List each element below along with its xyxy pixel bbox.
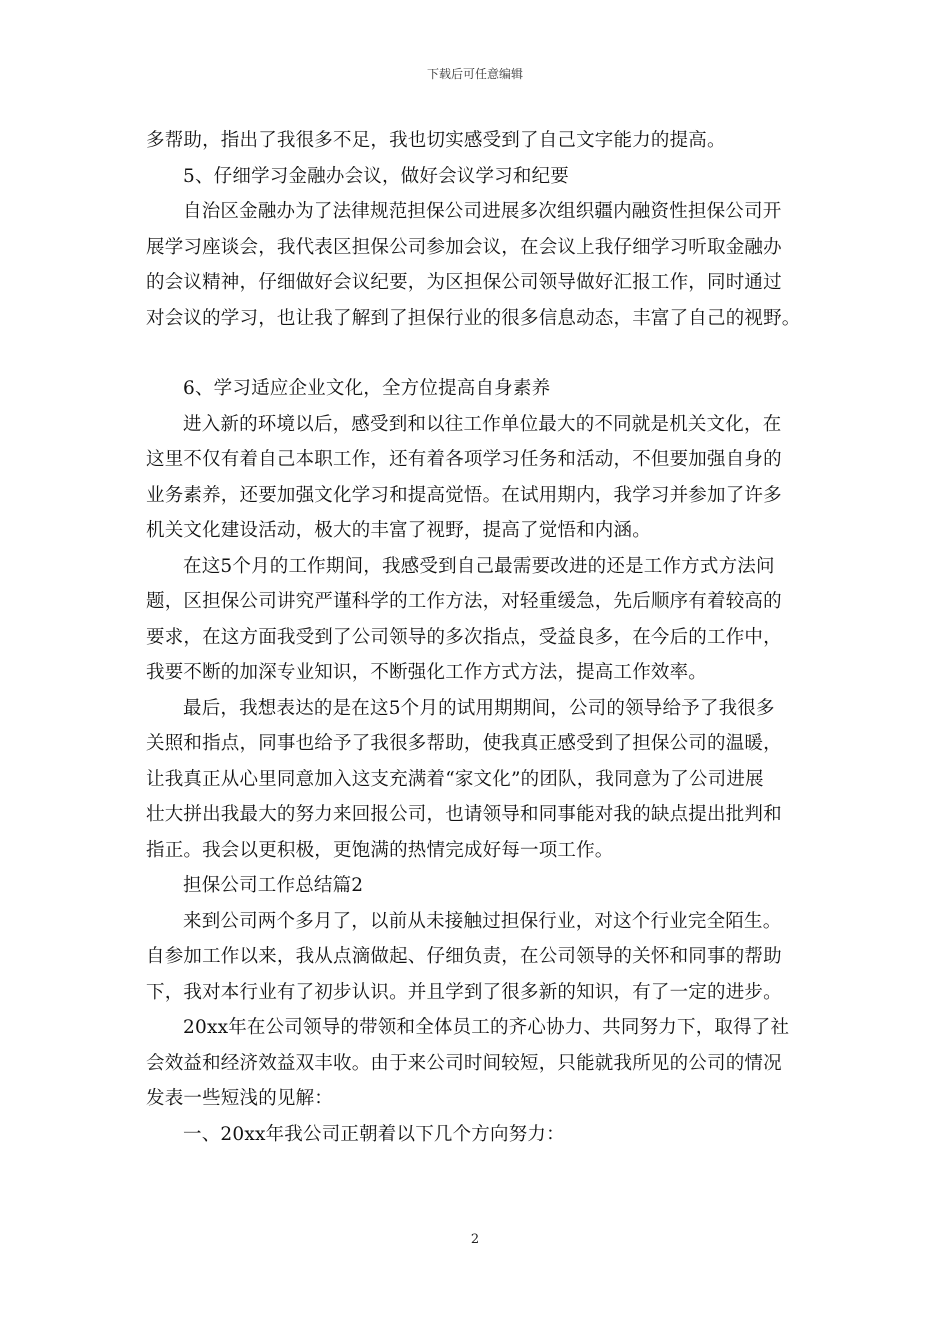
text-line: 对会议的学习，也让我了解到了担保行业的很多信息动态，丰富了自己的视野。 [146, 307, 801, 329]
text-line: 会效益和经济效益双丰收。由于来公司时间较短，只能就我所见的公司的情况 [146, 1052, 782, 1074]
text-line: 关照和指点，同事也给予了我很多帮助，使我真正感受到了担保公司的温暖， [146, 733, 782, 754]
text-line: 指正。我会以更积极，更饱满的热情完成好每一项工作。 [146, 839, 614, 861]
paragraph-first-line: 在这5个月的工作期间，我感受到自己最需要改进的还是工作方式方法问 [183, 555, 775, 577]
paragraph-first-line: 20xx年在公司领导的带领和全体员工的齐心协力、共同努力下，取得了社 [183, 1017, 790, 1038]
text-line: 我要不断的加深专业知识，不断强化工作方式方法，提高工作效率。 [146, 662, 708, 683]
text-line: 要求，在这方面我受到了公司领导的多次指点，受益良多，在今后的工作中， [146, 626, 782, 648]
section-heading: 5、仔细学习金融办会议，做好会议学习和纪要 [183, 165, 569, 187]
blank-line [146, 336, 814, 371]
text-line: 业务素养，还要加强文化学习和提高觉悟。在试用期内，我学习并参加了许多 [146, 484, 782, 506]
text-line: 让我真正从心里同意加入这支充满着“家文化”的团队，我同意为了公司进展 [146, 768, 764, 790]
text-line: 发表一些短浅的见解： [146, 1088, 334, 1109]
page-header: 下载后可任意编辑 [426, 67, 523, 81]
text-line: 展学习座谈会，我代表区担保公司参加会议，在会议上我仔细学习听取金融办 [146, 236, 782, 258]
text-line: 题，区担保公司讲究严谨科学的工作方法，对轻重缓急，先后顺序有着较高的 [146, 591, 782, 612]
section-heading: 6、学习适应企业文化，全方位提高自身素养 [183, 378, 551, 399]
page-number: 2 [470, 1232, 480, 1247]
text-line: 壮大拼出我最大的努力来回报公司，也请领导和同事能对我的缺点提出批判和 [146, 804, 782, 825]
section-heading: 一、20xx年我公司正朝着以下几个方向努力： [183, 1123, 565, 1145]
paragraph-first-line: 最后，我想表达的是在这5个月的试用期期间，公司的领导给予了我很多 [183, 697, 775, 719]
text-line: 的会议精神，仔细做好会议纪要，为区担保公司领导做好汇报工作，同时通过 [146, 272, 782, 293]
text-line: 机关文化建设活动，极大的丰富了视野，提高了觉悟和内涵。 [146, 520, 651, 541]
paragraph-first-line: 自治区金融办为了法律规范担保公司进展多次组织疆内融资性担保公司开 [183, 201, 782, 222]
paragraph-first-line: 进入新的环境以后，感受到和以往工作单位最大的不同就是机关文化，在 [183, 413, 782, 435]
document-body [146, 123, 814, 1152]
article-title: 担保公司工作总结篇2 [183, 875, 364, 896]
text-line: 下，我对本行业有了初步认识。并且学到了很多新的知识，有了一定的进步。 [146, 981, 782, 1003]
text-line: 多帮助，指出了我很多不足，我也切实感受到了自己文字能力的提高。 [146, 130, 726, 151]
paragraph-first-line: 来到公司两个多月了，以前从未接触过担保行业，对这个行业完全陌生。 [183, 910, 782, 932]
text-line: 这里不仅有着自己本职工作，还有着各项学习任务和活动，不但要加强自身的 [146, 449, 782, 470]
text-line: 自参加工作以来，我从点滴做起、仔细负责，在公司领导的关怀和同事的帮助 [146, 946, 782, 967]
